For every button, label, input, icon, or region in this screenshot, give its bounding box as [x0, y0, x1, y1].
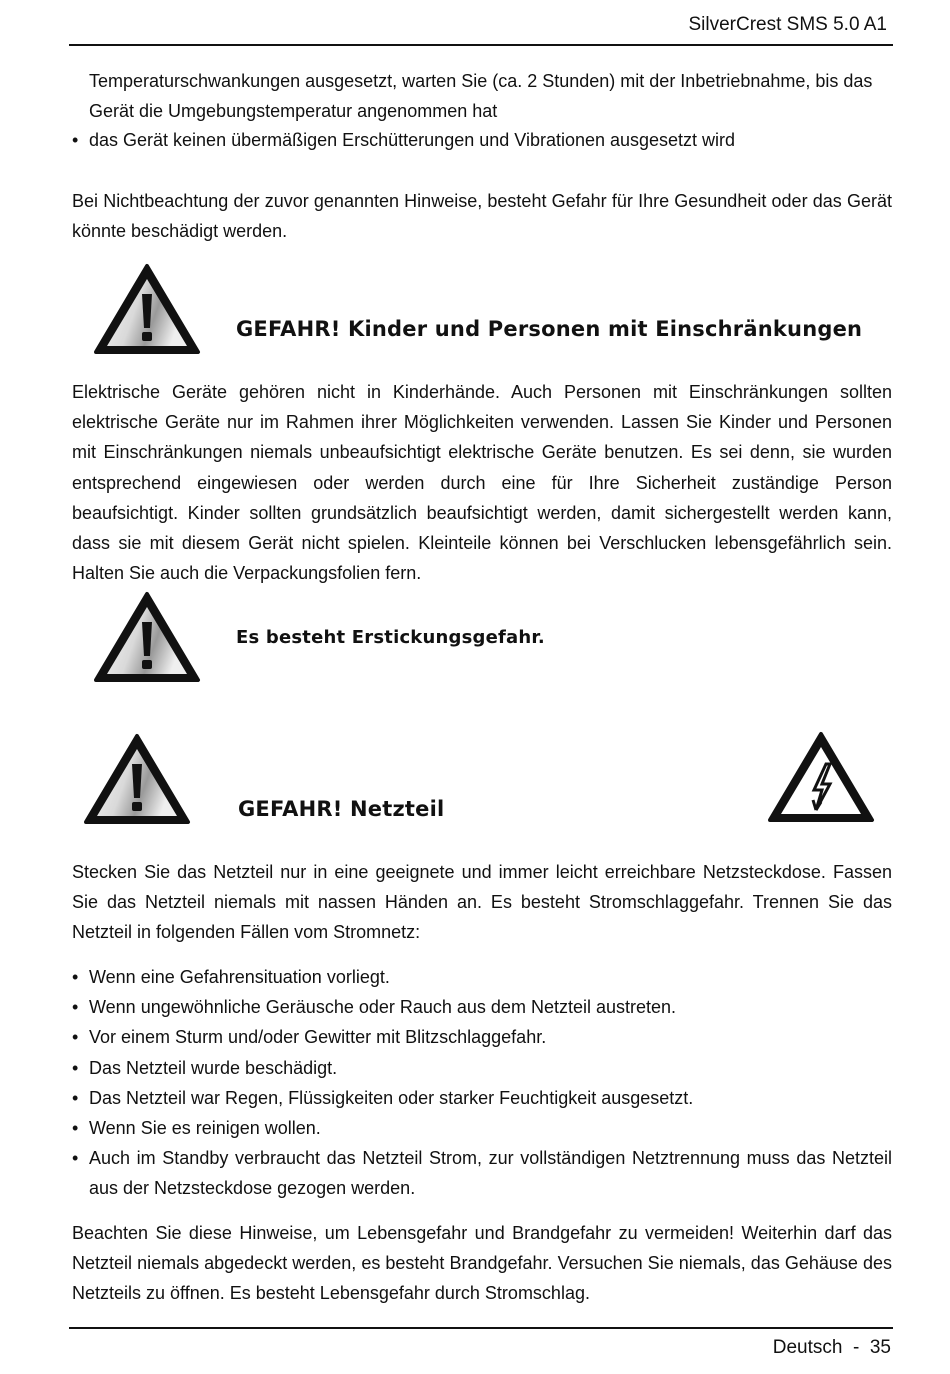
children-paragraph: Elektrische Geräte gehören nicht in Kinderhände. Auch Personen mit Einschränkungen sollten elektrische Geräte nur im Rahmen ihrer Möglichkeiten verwenden. Lassen Sie Kinder und Personen mit Einschränkungen niemals unbeaufsichtigt elektrische Geräte benutzen. Es sei denn, sie wurden entsprechend eingewiesen oder werden durch eine für Ihre Sicherheit zuständige Person beaufsichtigt. Kinder sollten grundsätzlich beaufsichtigt werden, damit sichergestellt werden kann, dass sie mit diesem Gerät nicht spielen. Kleinteile können bei Verschlucken lebensgefährlich sein. Halten Sie auch die Verpackungsfolien fern. [72, 382, 892, 584]
power-bullet-list [72, 962, 892, 1204]
list-item: • Vor einem Sturm und/oder Gewitter mit Blitzschlaggefahr. [72, 1027, 547, 1048]
warning-triangle-icon [82, 732, 192, 827]
intro-paragraph: Bei Nichtbeachtung der zuvor genannten Hinweise, besteht Gefahr für Ihre Gesundheit oder das Gerät könnte beschädigt werden. [72, 191, 892, 242]
list-item: • Wenn eine Gefahrensituation vorliegt. [72, 967, 390, 987]
intro-bullet-list [72, 125, 892, 155]
high-voltage-triangle-icon [766, 730, 876, 825]
warning-triangle-icon [92, 262, 202, 357]
list-item: • Auch im Standby verbraucht das Netzteil Strom, zur vollständigen Netztrennung muss das Netzteil aus der Netzsteckdose gezogen werden. [72, 1148, 892, 1199]
list-item: • Das Netzteil war Regen, Flüssigkeiten oder starker Feuchtigkeit ausgesetzt. [72, 1087, 694, 1108]
list-item: • Wenn ungewöhnliche Geräusche oder Rauch aus dem Netzteil austreten. [72, 997, 677, 1018]
list-item: • Wenn Sie es reinigen wollen. [72, 1118, 321, 1139]
header-rule [69, 44, 893, 46]
list-item: • das Gerät keinen übermäßigen Erschütterungen und Vibrationen ausgesetzt wird [72, 130, 736, 150]
power-paragraph: Stecken Sie das Netzteil nur in eine geeignete und immer leicht erreichbare Netzsteckdose. Fassen Sie das Netzteil niemals mit nassen Händen an. Es besteht Stromschlaggefahr. Trennen Sie das Netzteil in folgenden Fällen vom Stromnetz: [72, 862, 892, 943]
suffocation-heading: Es besteht Erstickungsgefahr. [236, 627, 545, 648]
intro-continuation: Temperaturschwankungen ausgesetzt, warten Sie (ca. 2 Stunden) mit der Inbetriebnahme, bis das Gerät die Umgebungstemperatur angenommen hat [89, 71, 873, 121]
footer-page-label: Deutsch - 35 [772, 1337, 891, 1358]
power-heading: GEFAHR! Netzteil [238, 797, 445, 821]
children-heading: GEFAHR! Kinder und Personen mit Einschränkungen [236, 317, 863, 341]
header-title: SilverCrest SMS 5.0 A1 [688, 14, 887, 35]
footer-rule [69, 1327, 893, 1329]
warning-triangle-icon [92, 590, 202, 685]
power-closing-paragraph: Beachten Sie diese Hinweise, um Lebensgefahr und Brandgefahr zu vermeiden! Weiterhin darf das Netzteil niemals abgedeckt werden, es besteht Brandgefahr. Versuchen Sie niemals, das Gehäuse des Netzteils zu öffnen. Es besteht Lebensgefahr durch Stromschlag. [72, 1223, 892, 1304]
list-item: • Das Netzteil wurde beschädigt. [72, 1057, 338, 1078]
